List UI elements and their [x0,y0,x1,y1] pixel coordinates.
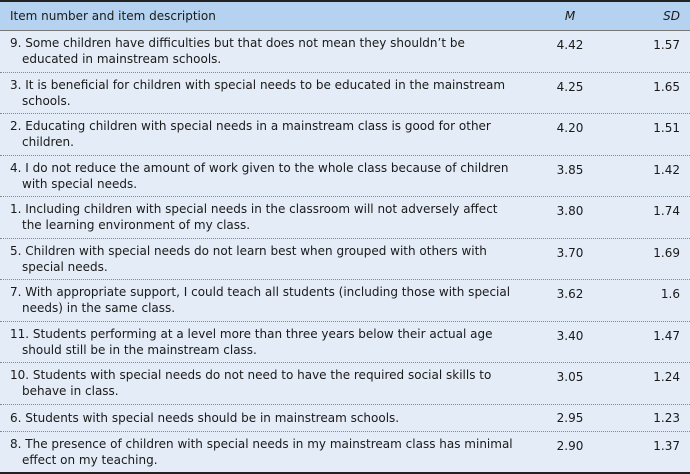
table-row [0,156,690,198]
item-description-text: 10. Students with special needs do not need to have the required social skills to behave in class. [10,368,492,399]
item-description [0,243,520,275]
item-description-text: 4. I do not reduce the amount of work given to the whole class because of children with special needs. [10,160,509,191]
item-sd: 1.69 [653,245,680,260]
item-mean: 3.40 [556,328,584,343]
item-mean: 3.85 [556,162,584,177]
header-sd: SD [663,9,680,23]
table-row [0,73,690,115]
item-description [0,77,520,109]
item-description-text: 5. Children with special needs do not learn best when grouped with others with special needs. [10,243,487,274]
table-row [0,363,690,405]
item-description [0,160,520,192]
table-body [0,31,690,472]
item-sd: 1.51 [653,121,680,135]
item-description-text: 7. With appropriate support, I could teach all students (including those with special needs) in the same class. [10,285,511,316]
table-row [0,31,690,73]
table-row [0,197,690,239]
table-row [0,239,690,281]
item-description [0,326,520,358]
item-mean: 3.80 [556,204,584,218]
table-row [0,405,690,432]
table-header [0,2,690,31]
item-description-text: 6. Students with special needs should be in mainstream schools. [10,410,400,425]
item-description-text: 8. The presence of children with special needs in my mainstream class has minimal effect on my teaching. [10,436,513,467]
table-row [0,280,690,322]
item-sd: 1.65 [653,79,680,94]
item-sd: 1.57 [653,38,680,52]
item-description [0,367,520,399]
item-sd: 1.74 [653,204,680,218]
item-mean: 3.70 [556,245,584,260]
item-description [0,436,520,468]
item-sd: 1.47 [653,328,680,343]
item-description-text: 2. Educating children with special needs in a mainstream class is good for other children. [10,119,491,150]
item-description-text: 3. It is beneficial for children with special needs to be educated in the mainstream schools. [10,77,506,108]
item-description-text: 1. Including children with special needs in the classroom will not adversely affect the learning environment of my class. [10,202,498,233]
item-description [0,201,520,233]
item-sd: 1.6 [660,287,680,301]
table-row [0,322,690,364]
item-mean: 2.95 [556,410,584,425]
item-mean: 4.42 [556,38,584,52]
item-description [0,284,520,316]
header-mean: M [564,9,576,23]
item-mean: 3.62 [556,287,584,301]
header-description: Item number and item description [10,9,216,23]
table-row [0,432,690,473]
item-mean: 4.20 [556,121,584,135]
item-sd: 1.37 [653,438,680,453]
item-sd: 1.24 [653,370,680,384]
item-description [0,118,520,150]
item-mean: 2.90 [556,438,584,453]
item-sd: 1.23 [653,410,680,425]
item-description-text: 9. Some children have difficulties but that does not mean they shouldn’t be educated in mainstream schools. [10,36,465,67]
item-description [0,410,520,426]
item-sd: 1.42 [653,162,680,177]
item-description-text: 11. Students performing at a level more than three years below their actual age should still be in the mainstream class. [10,326,493,357]
item-description [0,35,520,67]
item-mean: 4.25 [556,79,584,94]
item-mean: 3.05 [556,370,584,384]
table-row [0,114,690,156]
